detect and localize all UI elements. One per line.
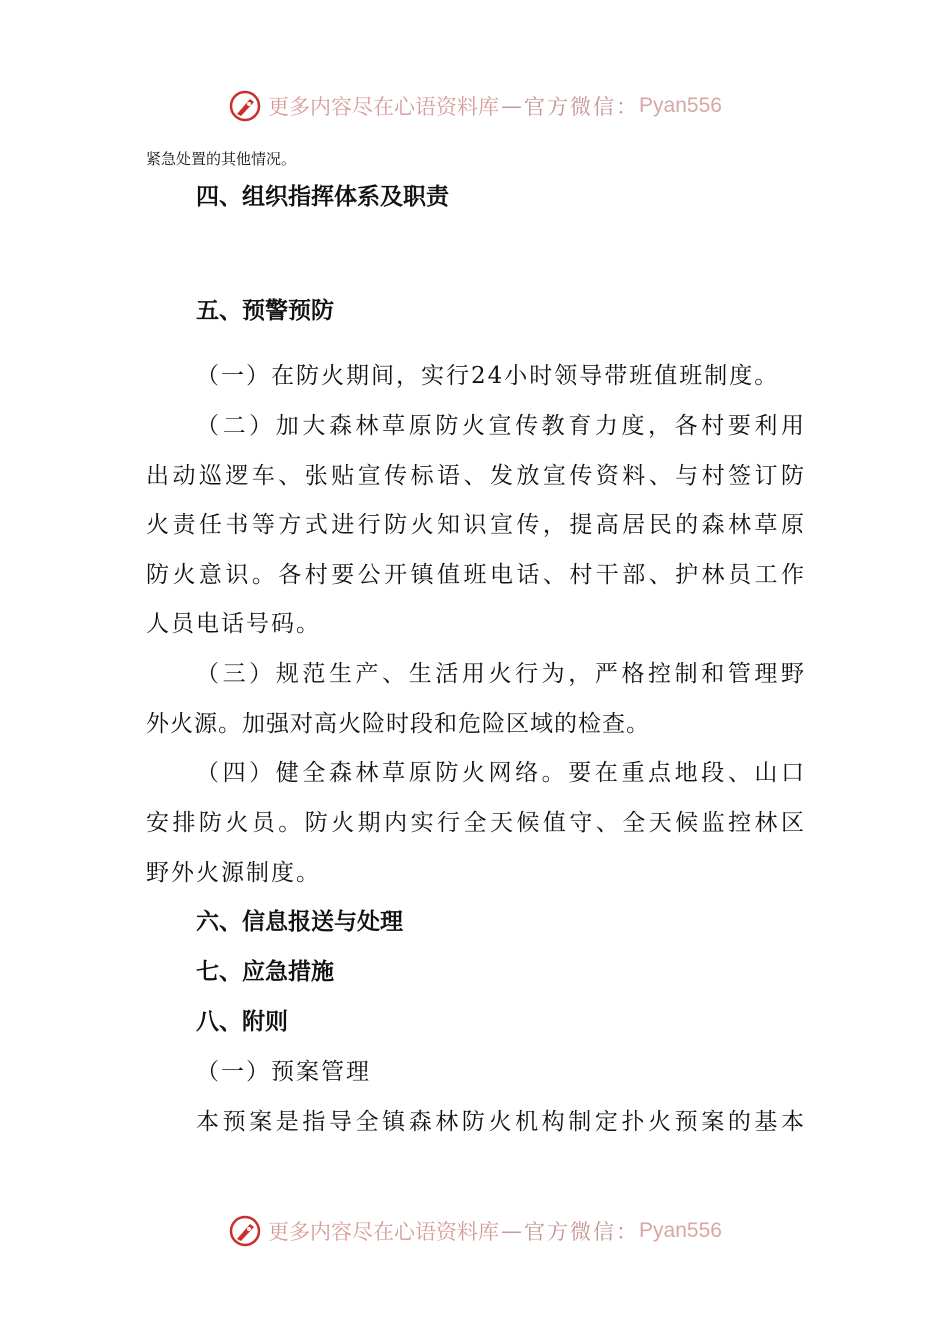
- pen-nib-logo-icon: [228, 89, 262, 123]
- watermark-header: [0, 86, 950, 126]
- text-line: 紧急处置的其他情况。: [146, 150, 297, 168]
- paragraph-line: 本预案是指导全镇森林防火机构制定扑火预案的基本: [196, 1109, 804, 1135]
- watermark-text: 更多内容尽在心语资料库: [268, 95, 500, 119]
- watermark-id: Pyan556: [639, 94, 722, 117]
- section-heading-7: 七、应急措施: [196, 959, 334, 985]
- paragraph-line: （三）规范生产、生活用火行为，严格控制和管理野: [196, 661, 804, 687]
- paragraph-line: 安排防火员。防火期内实行全天候值守、全天候监控林区: [146, 810, 804, 836]
- watermark-label: 官方微信：: [524, 95, 640, 119]
- paragraph-line: 人员电话号码。: [146, 611, 321, 637]
- paragraph-line: 火责任书等方式进行防火知识宣传，提高居民的森林草原: [146, 512, 804, 538]
- watermark-separator: —: [501, 1219, 523, 1243]
- paragraph-line: （一）在防火期间，实行24小时领导带班值班制度。: [196, 363, 780, 389]
- section-heading-5: 五、预警预防: [196, 298, 334, 324]
- paragraph-line: 防火意识。各村要公开镇值班电话、村干部、护林员工作: [146, 562, 804, 588]
- paragraph-line: 出动巡逻车、张贴宣传标语、发放宣传资料、与村签订防: [146, 463, 804, 489]
- section-heading-6: 六、信息报送与处理: [196, 909, 403, 935]
- watermark-text: 更多内容尽在心语资料库: [268, 1220, 500, 1244]
- watermark-label: 官方微信：: [524, 1220, 640, 1244]
- watermark-id: Pyan556: [639, 1219, 722, 1242]
- pen-nib-logo-icon: [228, 1214, 262, 1248]
- paragraph-line: （二）加大森林草原防火宣传教育力度，各村要利用: [196, 413, 804, 439]
- paragraph-line: 外火源。加强对高火险时段和危险区域的检查。: [146, 711, 650, 737]
- paragraph-line: 野外火源制度。: [146, 860, 321, 886]
- section-heading-8: 八、附则: [196, 1009, 288, 1035]
- section-heading-4: 四、组织指挥体系及职责: [196, 184, 449, 210]
- subsection-heading: （一）预案管理: [196, 1059, 371, 1085]
- paragraph-line: （四）健全森林草原防火网络。要在重点地段、山口: [196, 760, 804, 786]
- watermark-footer: [0, 1211, 950, 1251]
- watermark-separator: —: [501, 94, 523, 118]
